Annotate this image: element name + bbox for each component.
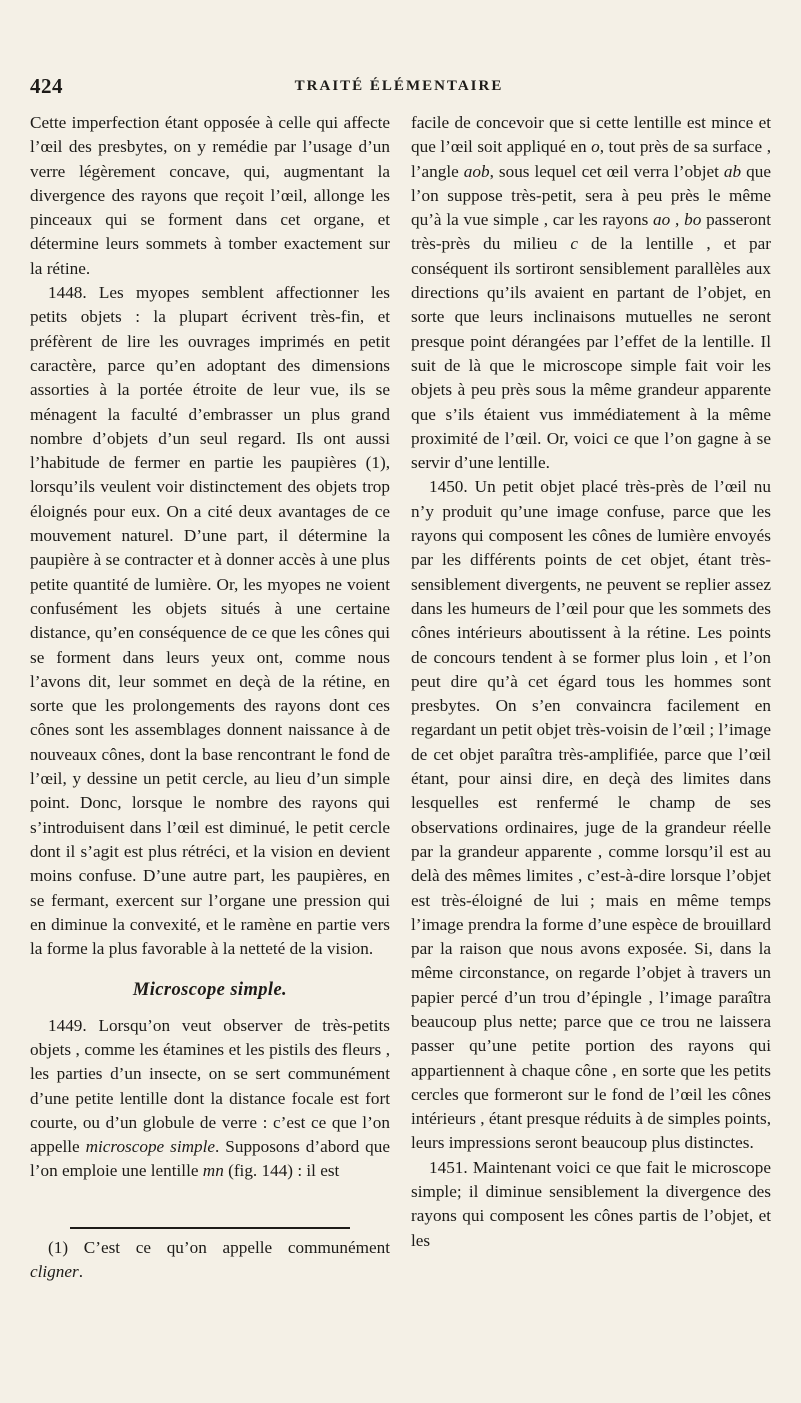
text-run: . Supposons d’abord que l’on emploie une lentille (30, 1137, 390, 1181)
emphasis-term: cligner (30, 1262, 79, 1282)
text-run: (1) C’est ce qu’on appelle communément (48, 1237, 390, 1257)
text-run: , (670, 210, 685, 230)
paragraph-continuation (411, 111, 771, 475)
text-run: passeront très-près du milieu (411, 210, 771, 254)
paragraph-1448: 1448. Les myopes semblent affectionner les petits objets : la plupart écrivent très-fin, et préfèrent de lire les ouvrages imprimés en petit caractère, parce qu’en adoptant des dimensions assorties à la portée étroite de leur vue, ils se ménagent la faculté d’embrasser un plus grand nombre d’objets d’un seul regard. Ils ont aussi l’habitude de fermer en partie les paupières (1), lorsqu’ils veulent voir distinctement des objets trop éloignés pour eux. On a cité deux avantages de ce mouvement naturel. D’une part, il détermine la paupière à se contracter et à donner accès à une plus petite quantité de lumière. Or, les myopes ne voient confusément les objets situés à une certaine distance, qu’en conséquence de ce que les cônes qui se forment dans leurs yeux ont, comme nous l’avons dit, leur sommet en deçà de la rétine, en sorte que les prolongements des rayons dont ces cônes sont les assemblages donnent naissance à de nouveaux cônes, dont la base rencontrant le fond de l’œil, y dessine un petit cercle, au lieu d’un simple point. Donc, lorsque le nombre des rayons qui s’introduisent dans l’œil est diminué, le petit cercle dont il s’agit est plus rétréci, et la vision en devient moins confuse. D’une autre part, les paupières, en se fermant, exercent sur l’organe une pression qui en diminue la convexité, et le ramène en partie vers la forme la plus favorable à la netteté de la vision. (30, 283, 390, 959)
page-header (30, 74, 768, 104)
text-run: . (78, 1262, 83, 1282)
emphasis-term: aob (463, 161, 490, 181)
emphasis-term: microscope simple (85, 1137, 216, 1157)
emphasis-term: mn (202, 1161, 224, 1181)
emphasis-term: o (591, 137, 600, 157)
paragraph-1451: 1451. Maintenant voici ce que fait le microscope simple; il diminue sensiblement la divergence des rayons qui composent les cônes partis de l’objet, et les (411, 1157, 771, 1250)
emphasis-term: ab (723, 161, 742, 181)
running-title: TRAITÉ ÉLÉMENTAIRE (294, 78, 504, 94)
right-column (411, 111, 771, 1253)
text-run: facile de concevoir que si cette lentille est mince et que l’œil soit appliqué en (411, 113, 771, 157)
text-run: (fig. 144) : il est (223, 1161, 340, 1181)
paragraph-1449 (30, 1014, 390, 1184)
section-title-microscope-simple: Microscope simple. (132, 980, 288, 1001)
paragraph-1450: 1450. Un petit objet placé très-près de l’œil nu n’y produit qu’une image confuse, parce que les rayons qui composent les cônes de lumière envoyés par les différents points de cet objet, étant très-sensiblement divergents, ne peuvent se replier assez dans les humeurs de l’œil pour que les sommets des cônes intérieurs aboutissent à la rétine. Les points de concours tendent à se former plus loin , et l’on peut dire qu’à cet égard tous les hommes sont presbytes. On s’en convaincra facilement en regardant un petit objet très-voisin de l’œil ; l’image de cet objet paraîtra très-amplifiée, parce que l’œil étant, pour ainsi dire, en deçà des limites dans lesquelles est renfermé le champ de ses observations ordinaires, juge de la grandeur réelle par la grandeur apparente , comme lorsqu’il est au delà des mêmes limites , c’est-à-dire lorsque l’objet est très-éloigné de lui ; mais en même temps l’image prendra la forme d’une espèce de brouillard par la raison que nous avons exposée. Si, dans la même circonstance, on regarde l’objet à travers un papier percé d’un trou d’épingle , l’image paraîtra beaucoup plus nette; parce que ce trou ne laissera passer qu’une petite portion des rayons qui appartiennent à chaque cône , en sorte que les petits cercles que formeront sur le fond de l’œil les cônes intérieurs , étant presque réduits à de simples points, leurs impressions seront beaucoup plus distinctes. (411, 477, 771, 1153)
footnote (30, 1236, 390, 1285)
text-run: , tout près de sa surface , l’angle (411, 137, 771, 181)
emphasis-term: ao (653, 210, 671, 230)
footnote-divider (70, 1227, 350, 1229)
page-number: 424 (30, 74, 63, 98)
left-column (30, 111, 390, 1284)
text-run: 1449. Lorsqu’on veut observer de très-petits objets , comme les étamines et les pistils des fleurs , les parties d’un insecte, on se sert communément d’une petite lentille dont la distance focale est fort courte, ou d’un globule de verre : c’est ce que l’on appelle (30, 1015, 390, 1157)
text-run: que l’on suppose très-petit, sera à peu près le même qu’à la vue simple , car les rayons (411, 161, 771, 230)
text-run: de la lentille , et par conséquent ils sortiront sensiblement parallèles aux directions qu’ils avaient en partant de l’objet, en sorte que leurs inclinaisons mutuelles ne seront presque point dérangées par l’effet de la lentille. Il suit de là que le microscope simple fait voir les objets à peu près sous la même grandeur apparente que s’ils étaient vus immédiatement à la même proximité de l’œil. Or, voici ce que l’on gagne à se servir d’une lentille. (411, 234, 771, 473)
emphasis-term: c (570, 234, 578, 254)
text-run: , sous lequel cet œil verra l’objet (489, 161, 724, 181)
paragraph-imperfection: Cette imperfection étant opposée à celle qui affecte l’œil des presbytes, on y remédie par l’usage d’un verre légèrement concave, qui, augmentant la divergence des rayons que reçoit l’œil, allonge les pinceaux qui se forment dans cet organe, et détermine leurs sommets à tomber exactement sur la rétine. (30, 113, 390, 278)
emphasis-term: bo (684, 210, 702, 230)
